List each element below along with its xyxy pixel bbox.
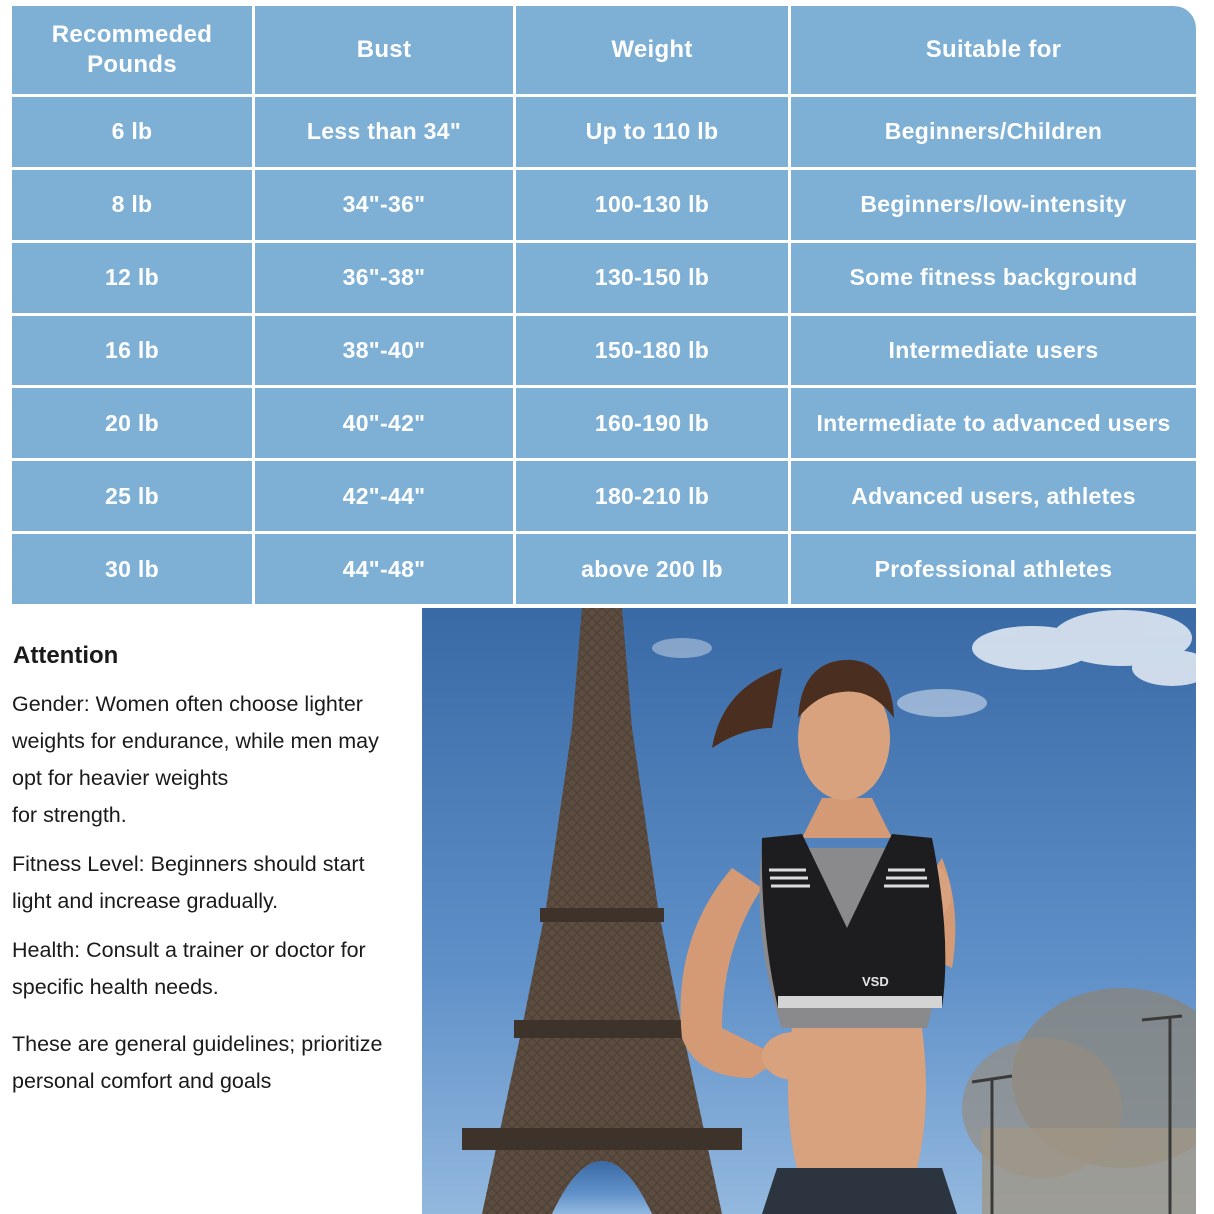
note-line: opt for heavier weights — [12, 766, 229, 790]
cell-weight: 160-190 lb — [516, 388, 791, 461]
cell-weight: Up to 110 lb — [516, 97, 791, 170]
header-suitable-for: Suitable for — [791, 6, 1196, 97]
cell-bust: 34"-36" — [255, 170, 516, 243]
table-row — [12, 170, 1196, 243]
cell-suitable: Some fitness background — [791, 243, 1196, 316]
cell-weight: 100-130 lb — [516, 170, 791, 243]
health-note — [12, 932, 412, 1006]
cell-pounds: 20 lb — [12, 388, 255, 461]
fitness-note — [12, 846, 412, 920]
note-line: Health: Consult a trainer or doctor for — [12, 938, 366, 962]
cell-bust: 36"-38" — [255, 243, 516, 316]
cell-weight: 180-210 lb — [516, 461, 791, 534]
cell-pounds: 12 lb — [12, 243, 255, 316]
cell-weight: above 200 lb — [516, 534, 791, 604]
cell-bust: 44"-48" — [255, 534, 516, 604]
table-row — [12, 243, 1196, 316]
note-line: personal comfort and goals — [12, 1069, 272, 1093]
cell-pounds: 25 lb — [12, 461, 255, 534]
runner-photo — [422, 608, 1196, 1214]
cell-suitable: Advanced users, athletes — [791, 461, 1196, 534]
gender-note — [12, 686, 412, 834]
cell-pounds: 6 lb — [12, 97, 255, 170]
guideline-note — [12, 1026, 412, 1100]
note-line: Gender: Women often choose lighter — [12, 692, 363, 716]
cell-bust: Less than 34" — [255, 97, 516, 170]
cell-suitable: Beginners/low-intensity — [791, 170, 1196, 243]
table-row — [12, 97, 1196, 170]
table-row — [12, 388, 1196, 461]
note-line: weights for endurance, while men may — [12, 729, 379, 753]
cell-suitable: Intermediate users — [791, 316, 1196, 389]
header-bust: Bust — [255, 6, 516, 97]
attention-title: Attention — [13, 642, 119, 669]
note-line: for strength. — [12, 803, 127, 827]
table-row — [12, 316, 1196, 389]
cell-pounds: 8 lb — [12, 170, 255, 243]
cell-bust: 42"-44" — [255, 461, 516, 534]
cell-pounds: 16 lb — [12, 316, 255, 389]
cell-weight: 150-180 lb — [516, 316, 791, 389]
size-table — [12, 6, 1196, 604]
note-line: light and increase gradually. — [12, 889, 279, 913]
cell-pounds: 30 lb — [12, 534, 255, 604]
note-line: These are general guidelines; prioritize — [12, 1032, 383, 1056]
cell-suitable: Beginners/Children — [791, 97, 1196, 170]
table-row — [12, 461, 1196, 534]
photo-illustration — [422, 608, 1196, 1214]
note-line: Fitness Level: Beginners should start — [12, 852, 365, 876]
cell-suitable: Professional athletes — [791, 534, 1196, 604]
vest-logo: VSD — [862, 974, 889, 989]
cell-bust: 40"-42" — [255, 388, 516, 461]
header-recommended-pounds: Recommeded Pounds — [12, 6, 255, 97]
header-weight: Weight — [516, 6, 791, 97]
cell-bust: 38"-40" — [255, 316, 516, 389]
table-row — [12, 534, 1196, 604]
note-line: specific health needs. — [12, 975, 219, 999]
cell-suitable: Intermediate to advanced users — [791, 388, 1196, 461]
attention-notes — [12, 640, 412, 1112]
table-header-row — [12, 6, 1196, 97]
cell-weight: 130-150 lb — [516, 243, 791, 316]
